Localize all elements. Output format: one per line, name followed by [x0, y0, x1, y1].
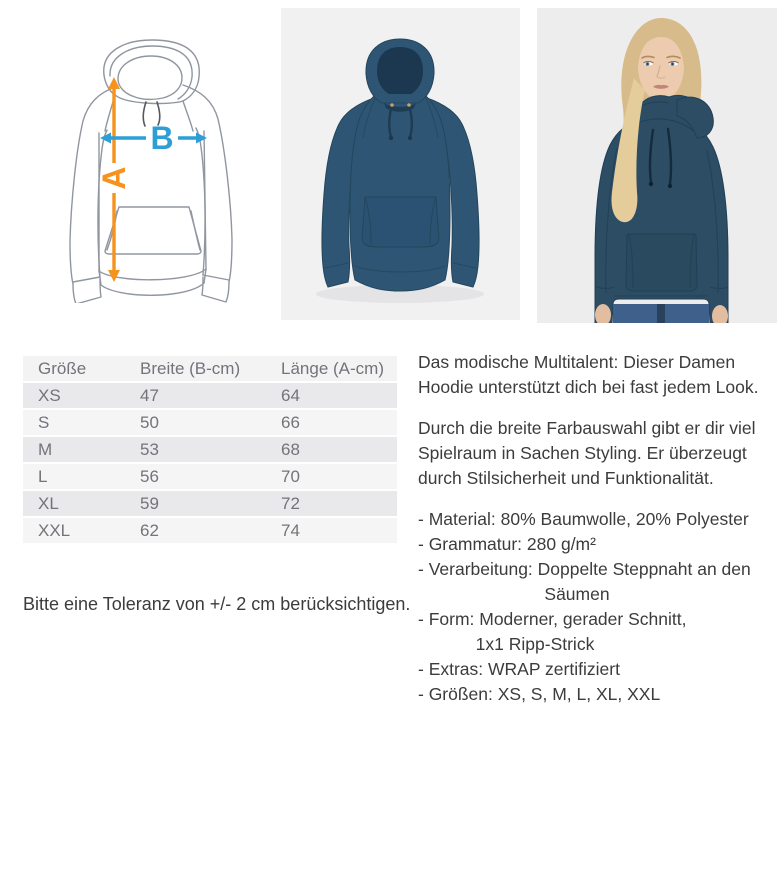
- column-header: Größe: [23, 356, 125, 382]
- value-cell: 66: [266, 409, 397, 436]
- model-illustration: [537, 8, 777, 323]
- value-cell: 70: [266, 463, 397, 490]
- table-row: [23, 490, 397, 517]
- product-description: [418, 350, 770, 707]
- length-arrow-a: [96, 77, 132, 282]
- table-row: [23, 436, 397, 463]
- description-paragraphs: [418, 350, 770, 491]
- column-header: Länge (A-cm): [266, 356, 397, 382]
- column-header: Breite (B-cm): [125, 356, 266, 382]
- spec-line: - Grammatur: 280 g/m²: [418, 534, 596, 554]
- description-line: durch Stilsicherheit und Funktionalität.: [418, 468, 714, 488]
- table-row: [23, 409, 397, 436]
- value-cell: 64: [266, 382, 397, 409]
- description-line: Spielraum in Sachen Styling. Er überzeugt: [418, 443, 747, 463]
- size-table-section: [23, 356, 397, 545]
- length-label: A: [96, 166, 132, 190]
- spec-list: [418, 507, 770, 707]
- tolerance-note: Bitte eine Toleranz von +/- 2 cm berücksichtigen.: [23, 594, 411, 614]
- table-row: [23, 463, 397, 490]
- table-row: [23, 517, 397, 544]
- size-cell: XS: [23, 382, 125, 409]
- spec-line: 1x1 Ripp-Strick: [475, 634, 595, 654]
- value-cell: 47: [125, 382, 266, 409]
- spec-line: - Extras: WRAP zertifiziert: [418, 659, 620, 679]
- size-diagram-illustration: [55, 35, 255, 303]
- spec-line: - Material: 80% Baumwolle, 20% Polyester: [418, 509, 749, 529]
- size-table-header-row: [23, 356, 397, 382]
- value-cell: 62: [125, 517, 266, 544]
- value-cell: 56: [125, 463, 266, 490]
- value-cell: 72: [266, 490, 397, 517]
- model-photo: [537, 8, 777, 323]
- size-cell: XL: [23, 490, 125, 517]
- hoodie-outline-drawing: [70, 40, 232, 303]
- spec-line: - Verarbeitung: Doppelte Steppnaht an den: [418, 559, 751, 579]
- value-cell: 74: [266, 517, 397, 544]
- size-cell: S: [23, 409, 125, 436]
- size-diagram-figure: [55, 35, 255, 303]
- value-cell: 50: [125, 409, 266, 436]
- size-cell: M: [23, 436, 125, 463]
- value-cell: 59: [125, 490, 266, 517]
- size-table-body: [23, 382, 397, 544]
- spec-line: Säumen: [544, 584, 610, 604]
- description-line: Das modische Multitalent: Dieser Damen: [418, 352, 736, 372]
- size-table: [23, 356, 397, 545]
- size-cell: XXL: [23, 517, 125, 544]
- hoodie-on-model: [595, 117, 728, 323]
- description-paragraph: [418, 350, 770, 400]
- spec-line: - Größen: XS, S, M, L, XL, XXL: [418, 684, 661, 704]
- flat-hoodie-photo: [281, 8, 520, 320]
- table-row: [23, 382, 397, 409]
- description-line: Hoodie unterstützt dich bei fast jedem Look.: [418, 377, 759, 397]
- flat-hoodie-illustration: [281, 8, 520, 320]
- description-paragraph: [418, 416, 770, 491]
- spec-line: - Form: Moderner, gerader Schnitt,: [418, 609, 687, 629]
- description-line: Durch die breite Farbauswahl gibt er dir viel: [418, 418, 756, 438]
- value-cell: 68: [266, 436, 397, 463]
- width-label: B: [150, 120, 174, 156]
- size-cell: L: [23, 463, 125, 490]
- value-cell: 53: [125, 436, 266, 463]
